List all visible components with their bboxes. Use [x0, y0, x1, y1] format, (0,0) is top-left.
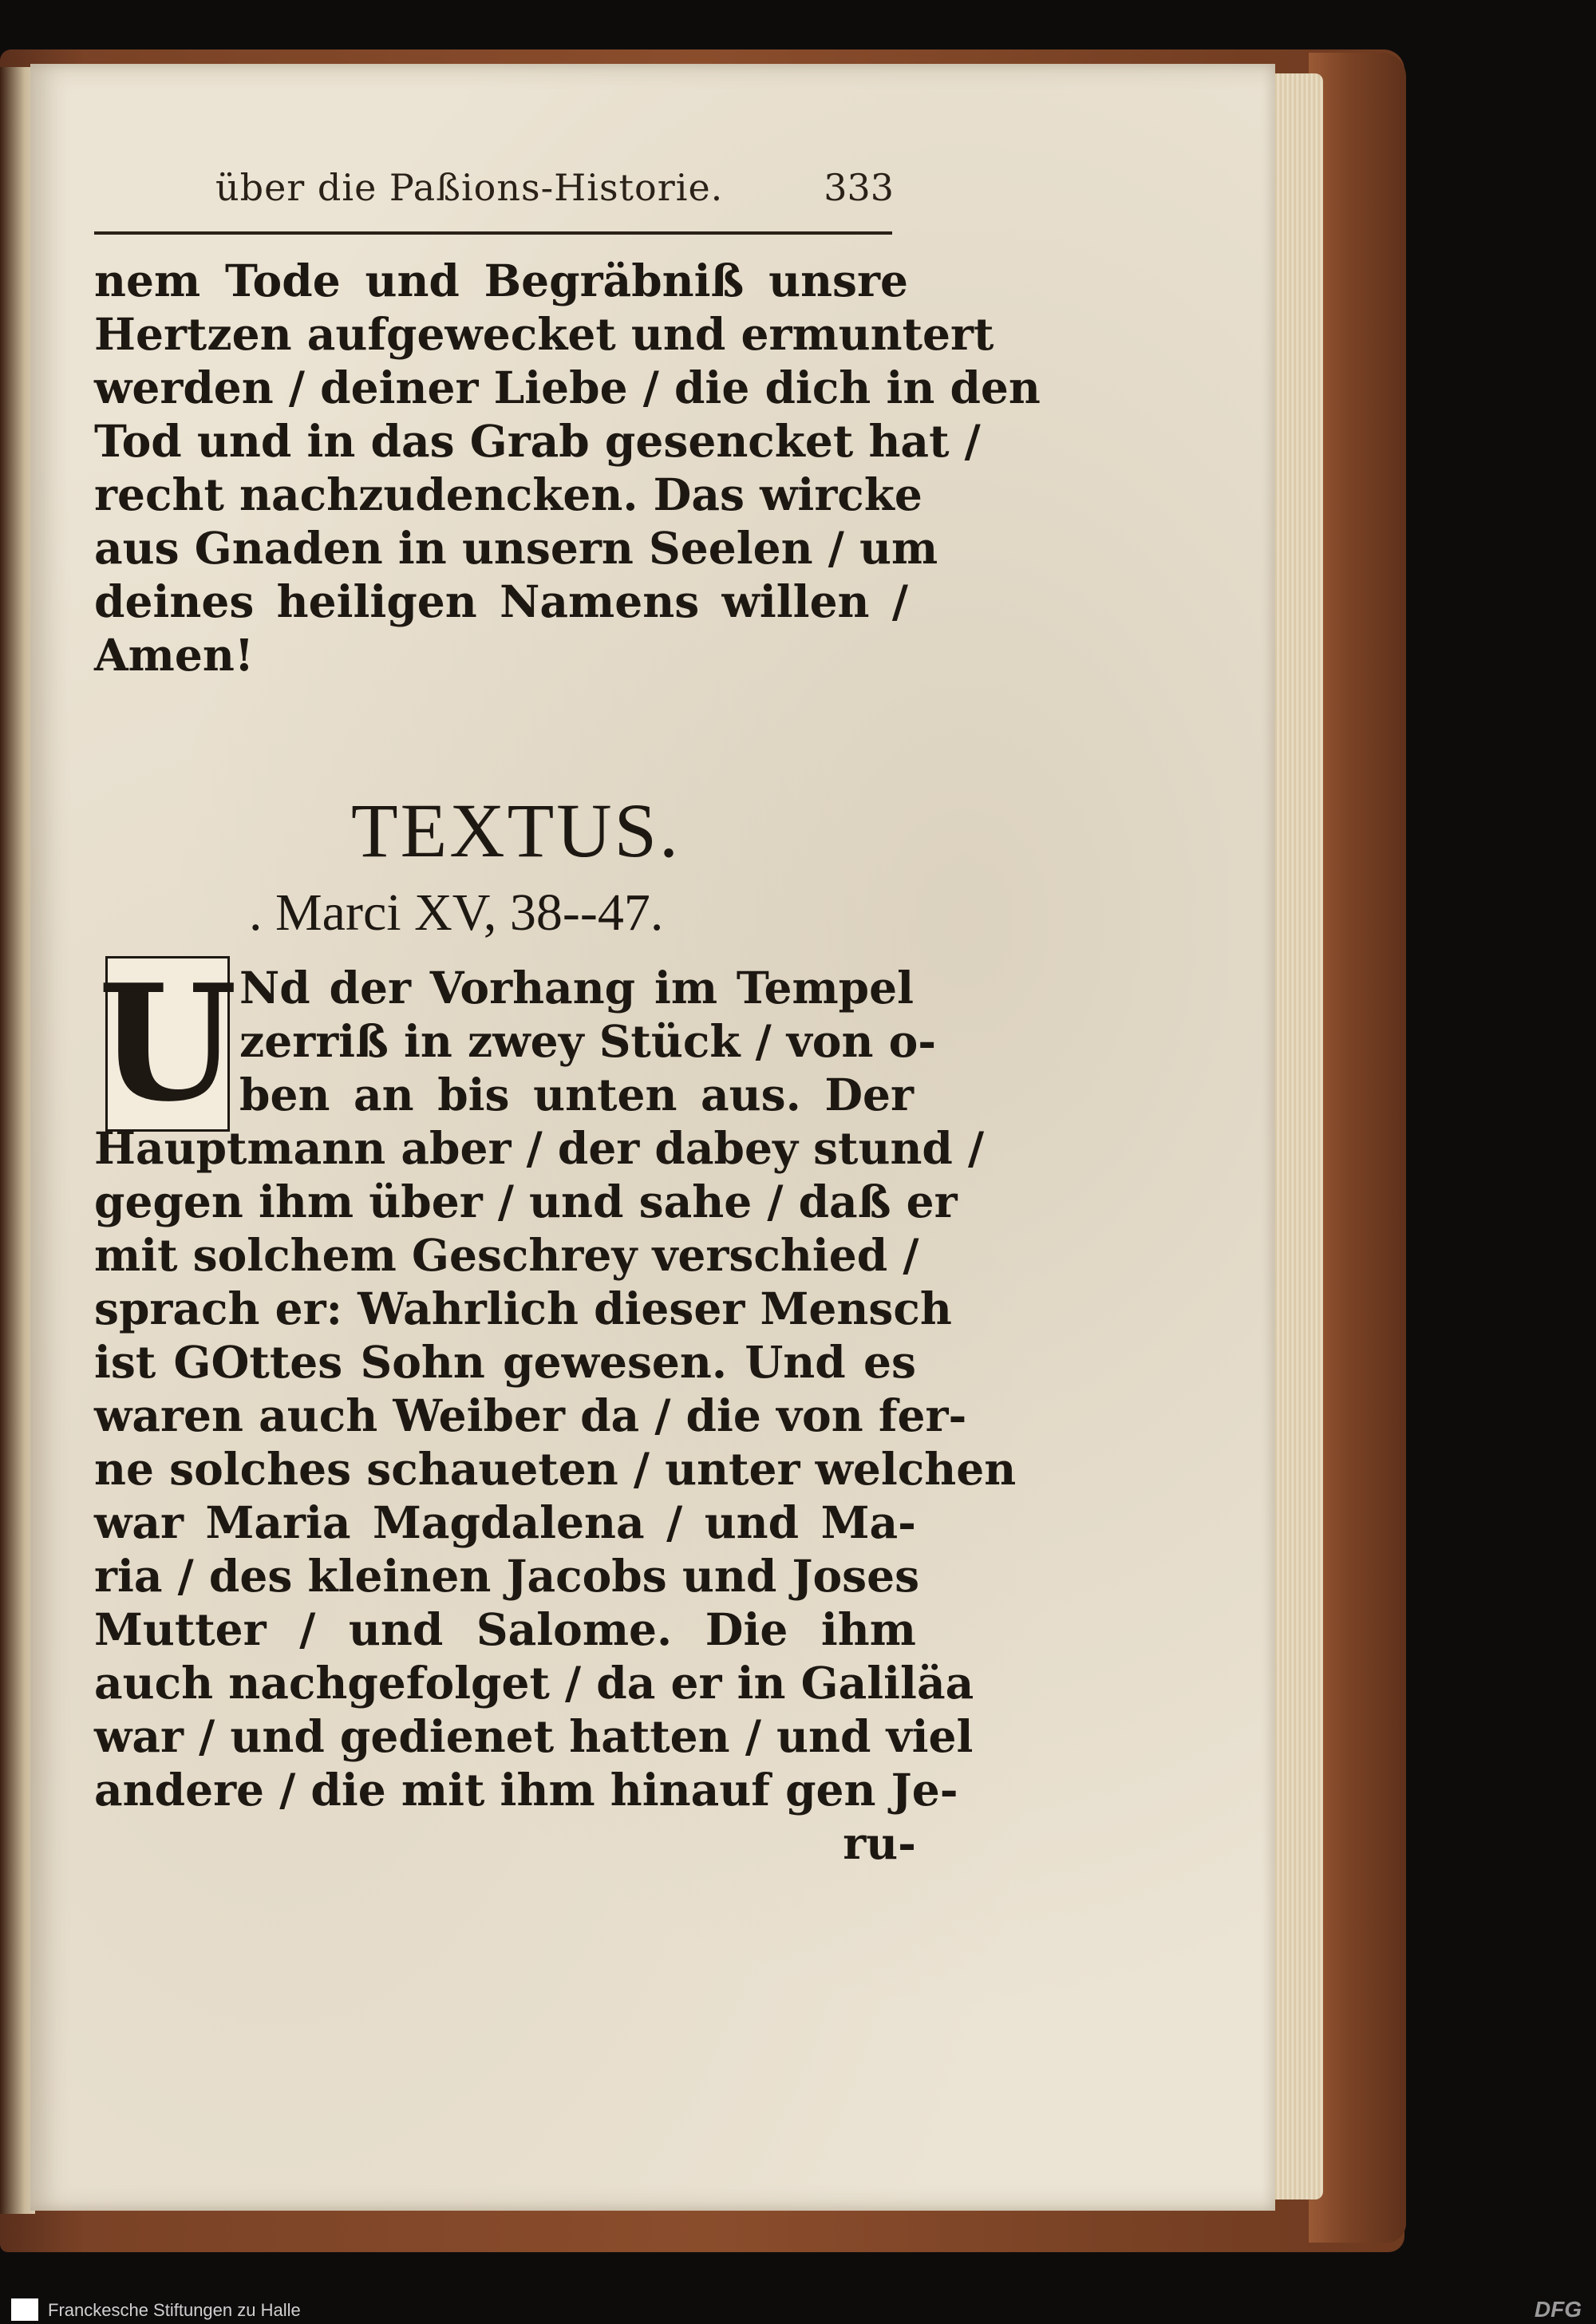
text-line: war Maria Magdalena / und Ma- — [94, 1496, 916, 1548]
text-line: andere / die mit ihm hinauf gen Je- — [94, 1764, 958, 1816]
text-line: war / und gedienet hatten / und viel — [94, 1710, 974, 1762]
page-number: 333 — [824, 166, 894, 209]
section-heading: TEXTUS. — [351, 788, 681, 873]
running-head — [192, 166, 894, 222]
text-line: mit solchem Geschrey verschied / — [94, 1229, 919, 1281]
text-line: deines heiligen Namens willen / — [94, 575, 908, 627]
text-line: Hauptmann aber / der dabey stund / — [94, 1122, 985, 1174]
catchword: ru- — [843, 1817, 916, 1869]
text-line: werden / deiner Liebe / die dich in den — [94, 362, 1041, 413]
text-line: Nd der Vorhang im Tempel — [239, 962, 914, 1014]
text-line: nem Tode und Begräbniß unsre — [94, 255, 908, 306]
drop-cap-letter: U — [97, 950, 238, 1137]
text-line: recht nachzudencken. Das wircke — [94, 468, 922, 520]
text-line: gegen ihm über / und sahe / daß er — [94, 1176, 958, 1227]
text-line: zerriß in zwey Stück / von o- — [239, 1015, 937, 1067]
drop-cap-initial — [97, 950, 238, 1137]
book-cover-edge — [1309, 53, 1406, 2243]
institution-logo-icon — [11, 2298, 38, 2321]
header-rule — [94, 231, 892, 235]
text-line: Amen! — [94, 629, 254, 681]
footer-dfg-logo: DFG — [1534, 2297, 1582, 2322]
text-line: Hertzen aufgewecket und ermuntert — [94, 308, 994, 360]
text-line: Tod und in das Grab gesencket hat / — [94, 415, 981, 467]
text-line: ria / des kleinen Jacobs und Joses — [94, 1550, 920, 1602]
paragraph-text — [94, 1121, 1017, 1870]
text-line: sprach er: Wahrlich dieser Mensch — [94, 1283, 952, 1334]
text-line: Mutter / und Salome. Die ihm — [94, 1603, 916, 1655]
text-line: aus Gnaden in unsern Seelen / um — [94, 522, 938, 574]
text-line: ne solches schaueten / unter welchen — [94, 1443, 1017, 1495]
paragraph-text-indented — [239, 961, 937, 1121]
bible-citation: . Marci XV, 38--47. — [249, 883, 664, 942]
footer-institution: Franckesche Stiftungen zu Halle — [48, 2300, 301, 2320]
running-title: über die Paßions-Historie. — [215, 166, 724, 209]
paragraph-prayer-end — [94, 254, 1041, 682]
text-line: waren auch Weiber da / die von fer- — [94, 1389, 967, 1441]
text-line: ist GOttes Sohn gewesen. Und es — [94, 1336, 916, 1388]
text-line: ben an bis unten aus. Der — [239, 1069, 914, 1120]
text-line: auch nachgefolget / da er in Galiläa — [94, 1657, 974, 1709]
